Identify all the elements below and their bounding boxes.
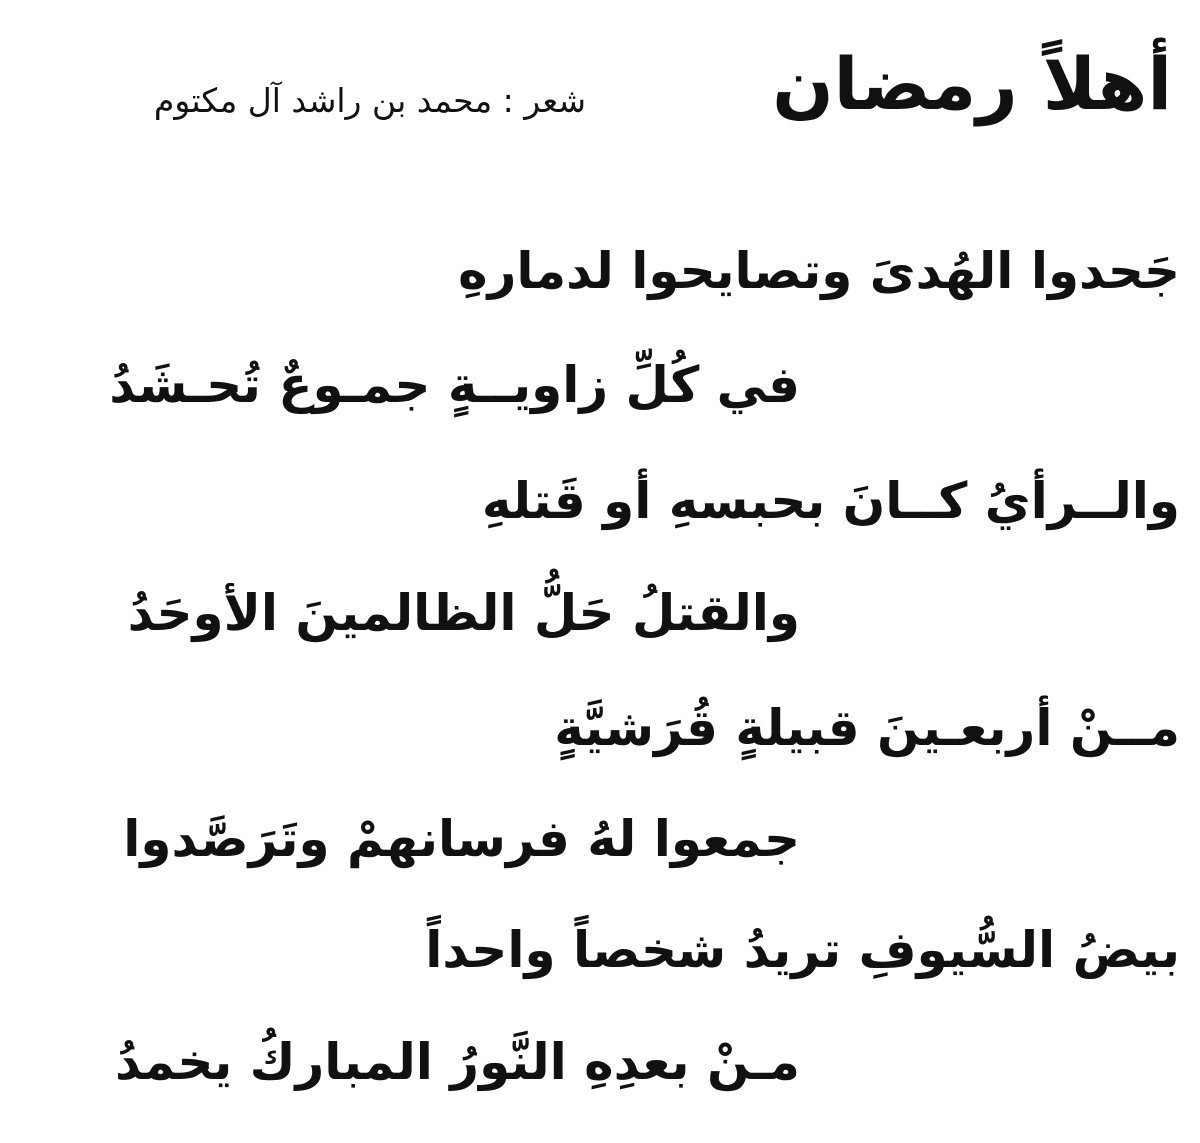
verse-line-1: جَحدوا الهُدىَ وتصايحوا لدمارهِ	[458, 242, 1180, 300]
poet-byline: شعر : محمد بن راشد آل مكتوم	[153, 81, 586, 120]
verse-line-7: بيضُ السُّيوفِ تريدُ شخصاً واحداً	[425, 921, 1180, 979]
poem-title: أهلاً رمضان	[772, 42, 1172, 126]
verse-line-2: في كُلِّ زاويــةٍ جمـوعٌ تُحـشَدُ	[109, 356, 800, 414]
verse-line-3: والــرأيُ كــانَ بحبسهِ أو قَتلهِ	[481, 472, 1180, 530]
verse-line-8: مـنْ بعدِهِ النَّورُ المباركُ يخمدُ	[115, 1033, 800, 1091]
verse-line-5: مــنْ أربعـينَ قبيلةٍ قُرَشيَّةٍ	[554, 699, 1180, 757]
verse-line-4: والقتلُ حَلُّ الظالمينَ الأوحَدُ	[127, 584, 800, 642]
verse-line-6: جمعوا لهُ فرسانهمْ وتَرَصَّدوا	[123, 810, 800, 868]
